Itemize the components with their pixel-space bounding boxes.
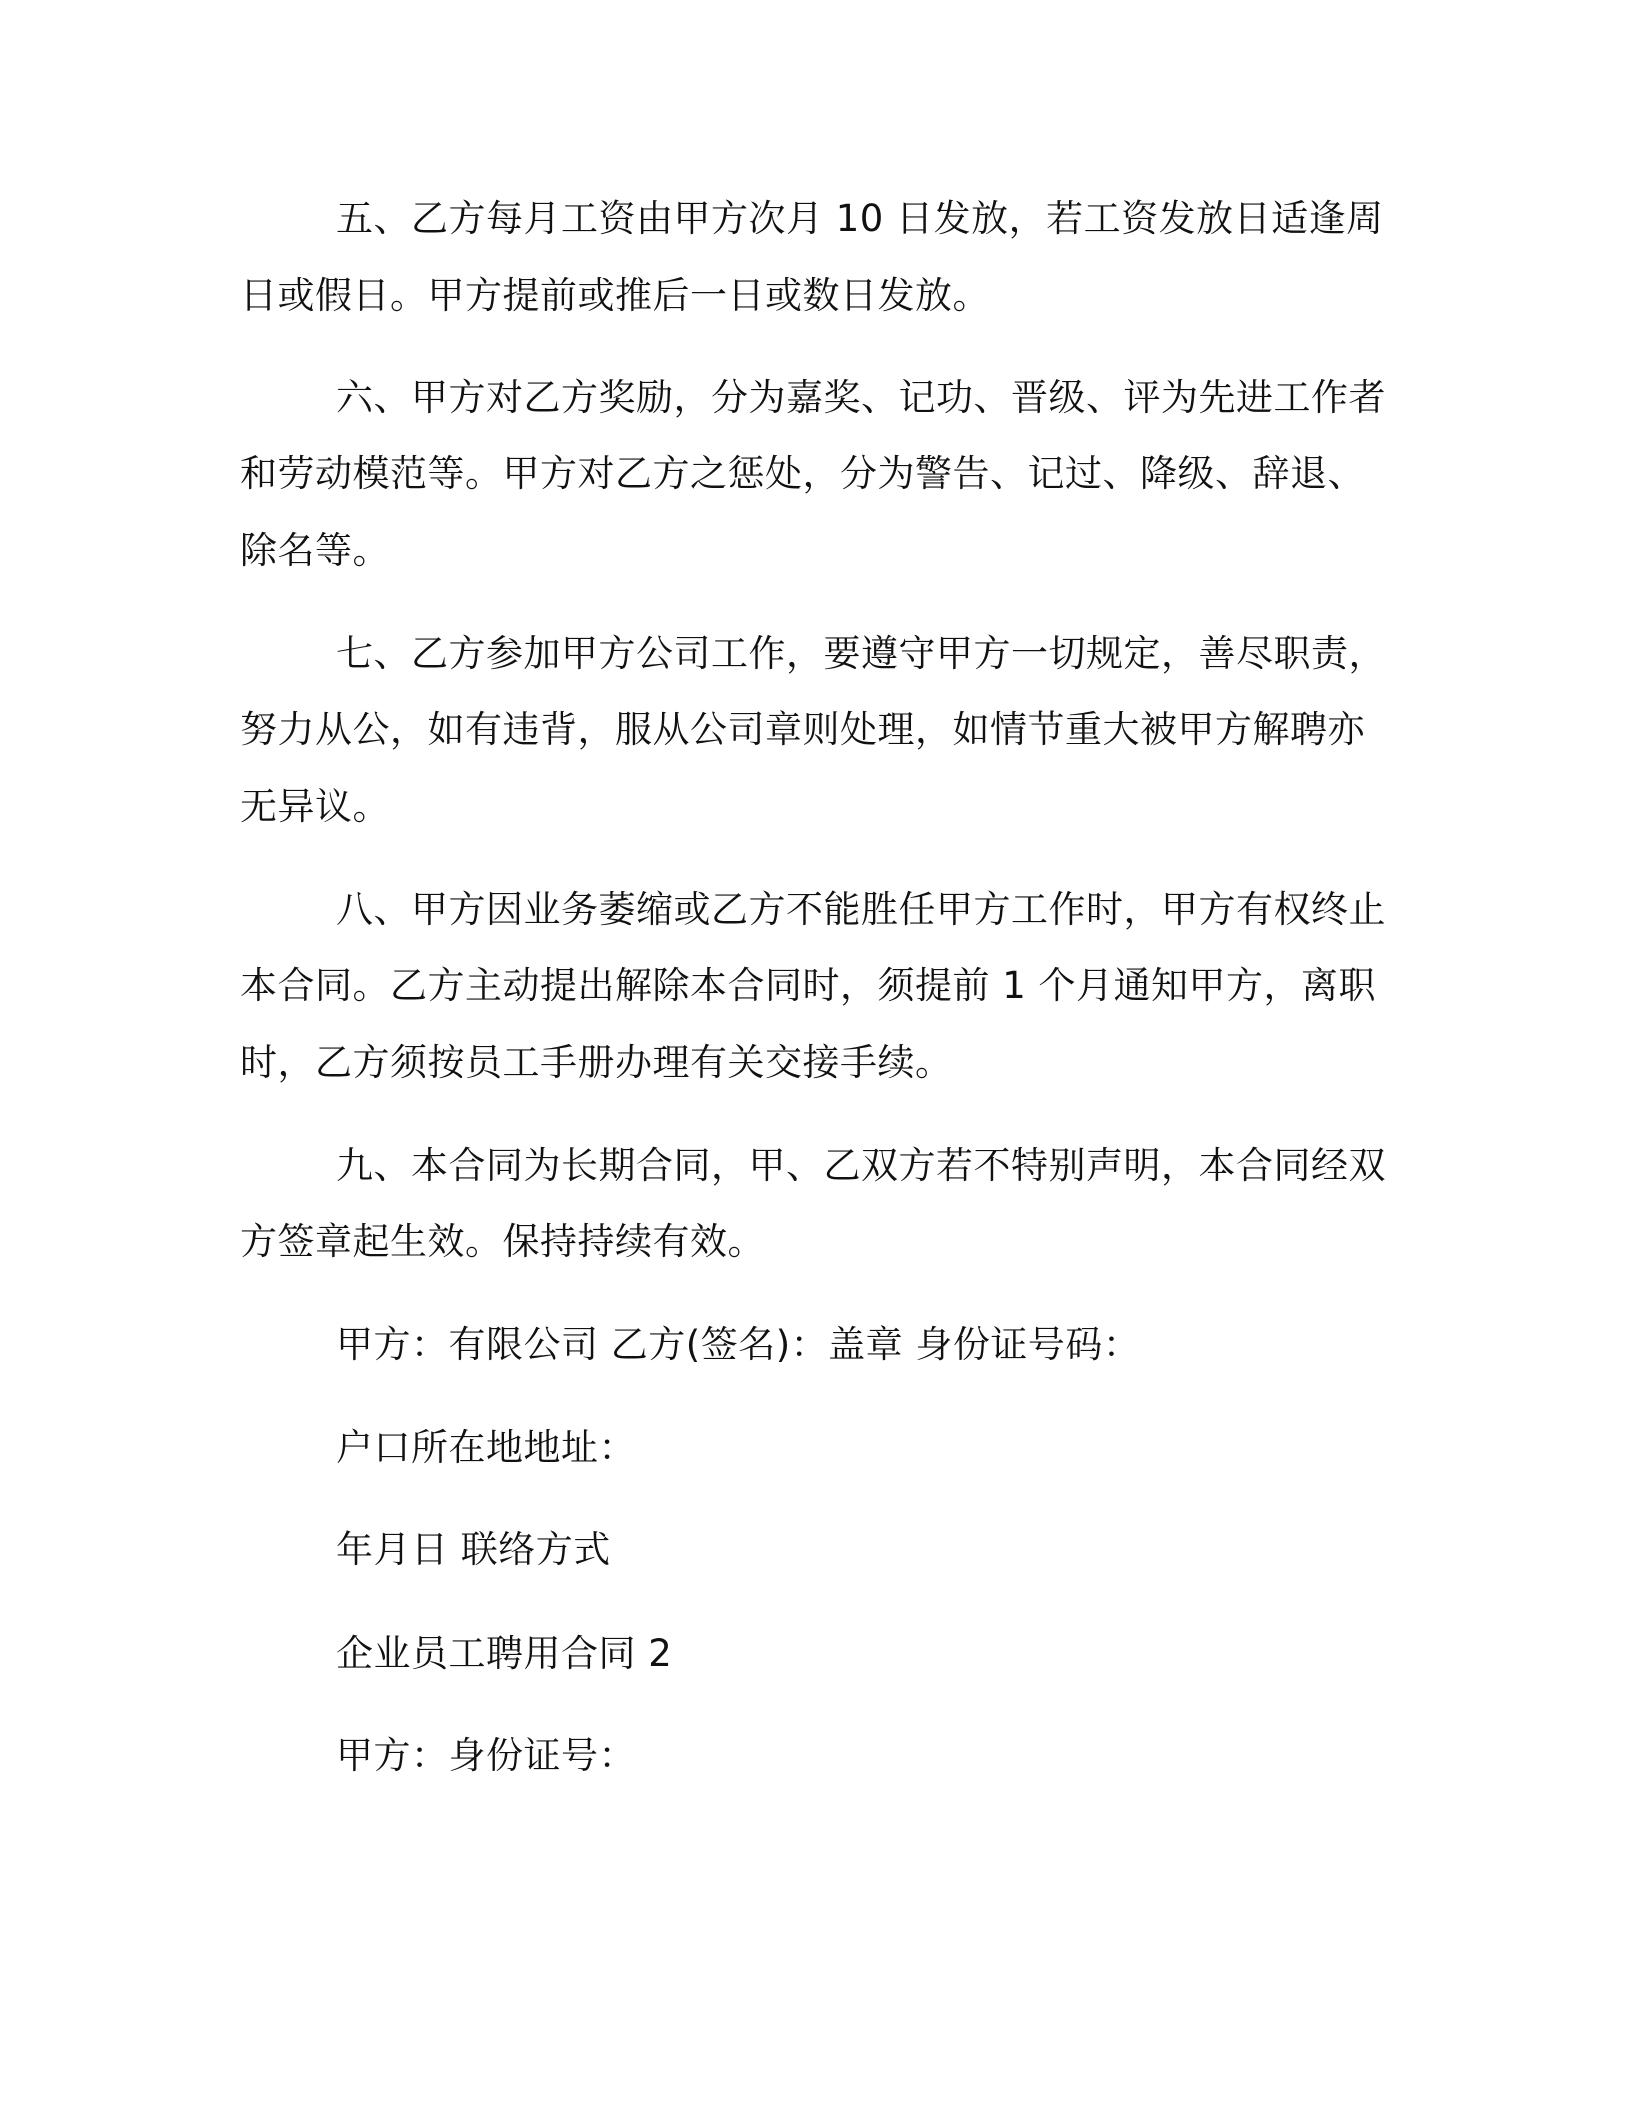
clause-6-line-3: 除名等。 xyxy=(240,529,390,572)
clause-9-line-2: 方签章起生效。保持持续有效。 xyxy=(240,1220,765,1263)
clause-8-line-1: 八、甲方因业务萎缩或乙方不能胜任甲方工作时，甲方有权终止 xyxy=(336,888,1386,931)
clause-5-line-2: 日或假日。甲方提前或推后一日或数日发放。 xyxy=(240,274,990,317)
signature-line: 甲方：有限公司 乙方(签名)：盖章 身份证号码： xyxy=(336,1323,1141,1366)
clause-8-line-2: 本合同。乙方主动提出解除本合同时，须提前 1 个月通知甲方，离职 xyxy=(240,964,1377,1007)
address-line: 户口所在地地址： xyxy=(336,1426,636,1469)
next-contract-title: 企业员工聘用合同 2 xyxy=(336,1632,673,1675)
party-a-line: 甲方：身份证号： xyxy=(336,1734,636,1777)
clause-9-line-1: 九、本合同为长期合同，甲、乙双方若不特别声明，本合同经双 xyxy=(336,1144,1386,1187)
clause-5-line-1: 五、乙方每月工资由甲方次月 10 日发放，若工资发放日适逢周 xyxy=(336,197,1384,240)
clause-6-line-1: 六、甲方对乙方奖励，分为嘉奖、记功、晋级、评为先进工作者 xyxy=(336,376,1386,419)
date-contact-line: 年月日 联络方式 xyxy=(336,1528,611,1571)
clause-7-line-3: 无异议。 xyxy=(240,785,390,828)
clause-7-line-1: 七、乙方参加甲方公司工作，要遵守甲方一切规定，善尽职责， xyxy=(336,632,1386,675)
clause-8-line-3: 时，乙方须按员工手册办理有关交接手续。 xyxy=(240,1041,953,1084)
clause-7-line-2: 努力从公，如有违背，服从公司章则处理，如情节重大被甲方解聘亦 xyxy=(240,708,1365,751)
clause-6-line-2: 和劳动模范等。甲方对乙方之惩处，分为警告、记过、降级、辞退、 xyxy=(240,452,1365,495)
